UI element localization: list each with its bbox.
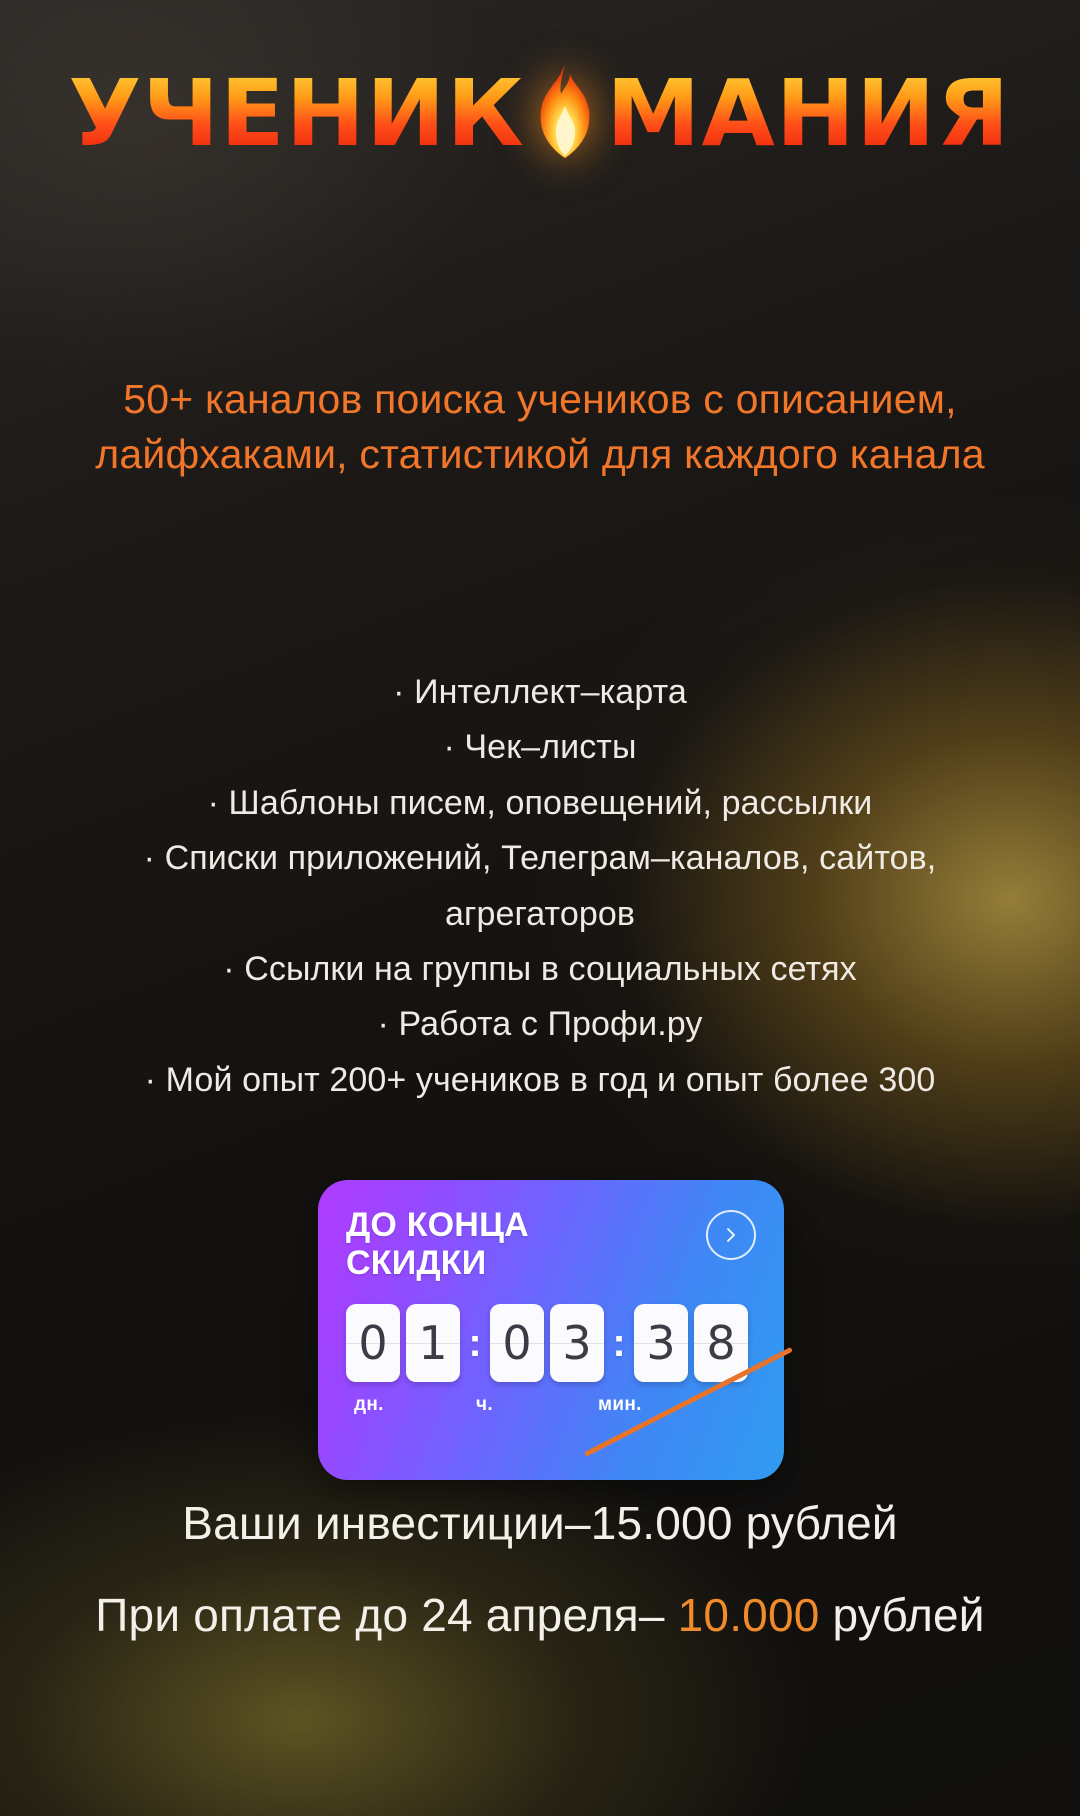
list-item: · Работа с Профи.ру xyxy=(377,1005,703,1044)
chevron-right-icon[interactable] xyxy=(706,1210,756,1260)
feature-list xyxy=(40,665,1040,1108)
list-item: · Чек–листы xyxy=(443,728,637,767)
list-item: · Мой опыт 200+ учеников в год и опыт более 300 xyxy=(144,1060,936,1099)
logo-text-right: МАНИЯ xyxy=(606,60,1011,167)
countdown-digits xyxy=(346,1304,756,1382)
countdown-digit: 3 xyxy=(550,1304,604,1382)
list-item: · Списки приложений, Телеграм–каналов, сайтов, xyxy=(143,839,937,878)
countdown-digit: 0 xyxy=(346,1304,400,1382)
flame-icon xyxy=(528,62,602,166)
countdown-label-hours: ч. xyxy=(476,1394,493,1416)
countdown-digit: 0 xyxy=(490,1304,544,1382)
countdown-title: ДО КОНЦА СКИДКИ xyxy=(346,1206,529,1283)
price-discounted-amount: 10.000 xyxy=(677,1589,820,1641)
countdown-digit: 3 xyxy=(634,1304,688,1382)
list-item: агрегаторов xyxy=(444,894,636,933)
logo xyxy=(0,62,1080,166)
logo-text-left: УЧЕНИК xyxy=(68,60,526,167)
countdown-sticker[interactable] xyxy=(318,1180,784,1480)
countdown-digit: 8 xyxy=(694,1304,748,1382)
countdown-label-minutes: мин. xyxy=(598,1394,642,1416)
list-item: · Ссылки на группы в социальных сетях xyxy=(223,950,857,989)
price-discounted-prefix: При оплате до 24 апреля– xyxy=(95,1589,678,1641)
list-item: · Шаблоны писем, оповещений, рассылки xyxy=(207,783,873,822)
price-discounted xyxy=(20,1588,1060,1642)
headline: 50+ каналов поиска учеников с описанием, лайфхаками, статистикой для каждого канала xyxy=(95,376,985,477)
countdown-label-days: дн. xyxy=(354,1394,384,1416)
list-item: · Интеллект–карта xyxy=(393,673,687,711)
countdown-separator: : xyxy=(612,1320,626,1365)
price-discounted-suffix: рублей xyxy=(819,1589,985,1641)
countdown-digit: 1 xyxy=(406,1304,460,1382)
price-original: Ваши инвестиции–15.000 рублей xyxy=(182,1497,898,1549)
countdown-separator: : xyxy=(468,1320,482,1365)
countdown-header xyxy=(346,1206,756,1282)
